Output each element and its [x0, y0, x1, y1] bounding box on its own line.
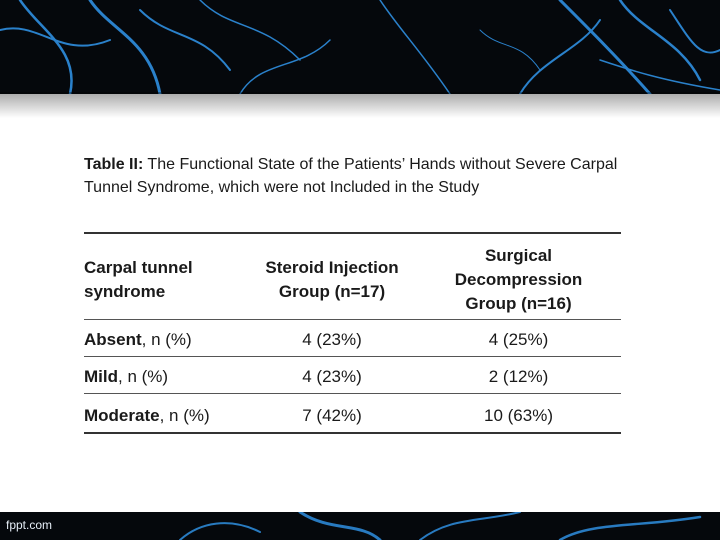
row-label-bold: Mild: [84, 367, 118, 386]
header-steroid-group: Steroid Injection Group (n=17): [265, 258, 399, 301]
blue-veins-decoration: [0, 0, 720, 94]
row-label-suffix: , n (%): [159, 406, 210, 425]
steroid-value: 4 (23%): [302, 367, 362, 386]
row-rule: [84, 356, 621, 357]
row-label-suffix: , n (%): [118, 367, 169, 386]
table-top-rule: [84, 232, 621, 234]
table-row-label: [84, 404, 254, 428]
caption-text: The Functional State of the Patients’ Hands without Severe Carpal Tunnel Syndrome, which were not Included in the Study: [84, 156, 618, 196]
row-label-suffix: , n (%): [141, 330, 192, 349]
footer-brand[interactable]: fppt.com: [6, 518, 53, 532]
steroid-value: 7 (42%): [302, 406, 362, 425]
band-shadow: [0, 92, 720, 118]
header-carpal-tunnel: Carpal tunnel syndrome: [84, 258, 193, 301]
table-row-label: [84, 365, 254, 389]
header-surgical-group: Surgical Decompression Group (n=16): [454, 246, 583, 313]
surgical-value: 10 (63%): [484, 406, 553, 425]
table-caption: [84, 153, 624, 199]
row-label-bold: Absent: [84, 330, 142, 349]
surgical-value: 2 (12%): [488, 367, 549, 386]
steroid-value: 4 (23%): [302, 330, 362, 349]
row-rule: [84, 393, 621, 394]
table-bottom-rule: [84, 432, 621, 434]
table-card: [66, 124, 646, 462]
caption-label: Table II:: [84, 156, 144, 173]
footer-background-band: [0, 512, 720, 540]
header-background-band: [0, 0, 720, 94]
header-rule: [84, 319, 621, 320]
blue-veins-decoration: [0, 512, 720, 540]
row-label-bold: Moderate: [84, 406, 160, 425]
table-row-label: [84, 328, 254, 352]
surgical-value: 4 (25%): [488, 330, 549, 349]
